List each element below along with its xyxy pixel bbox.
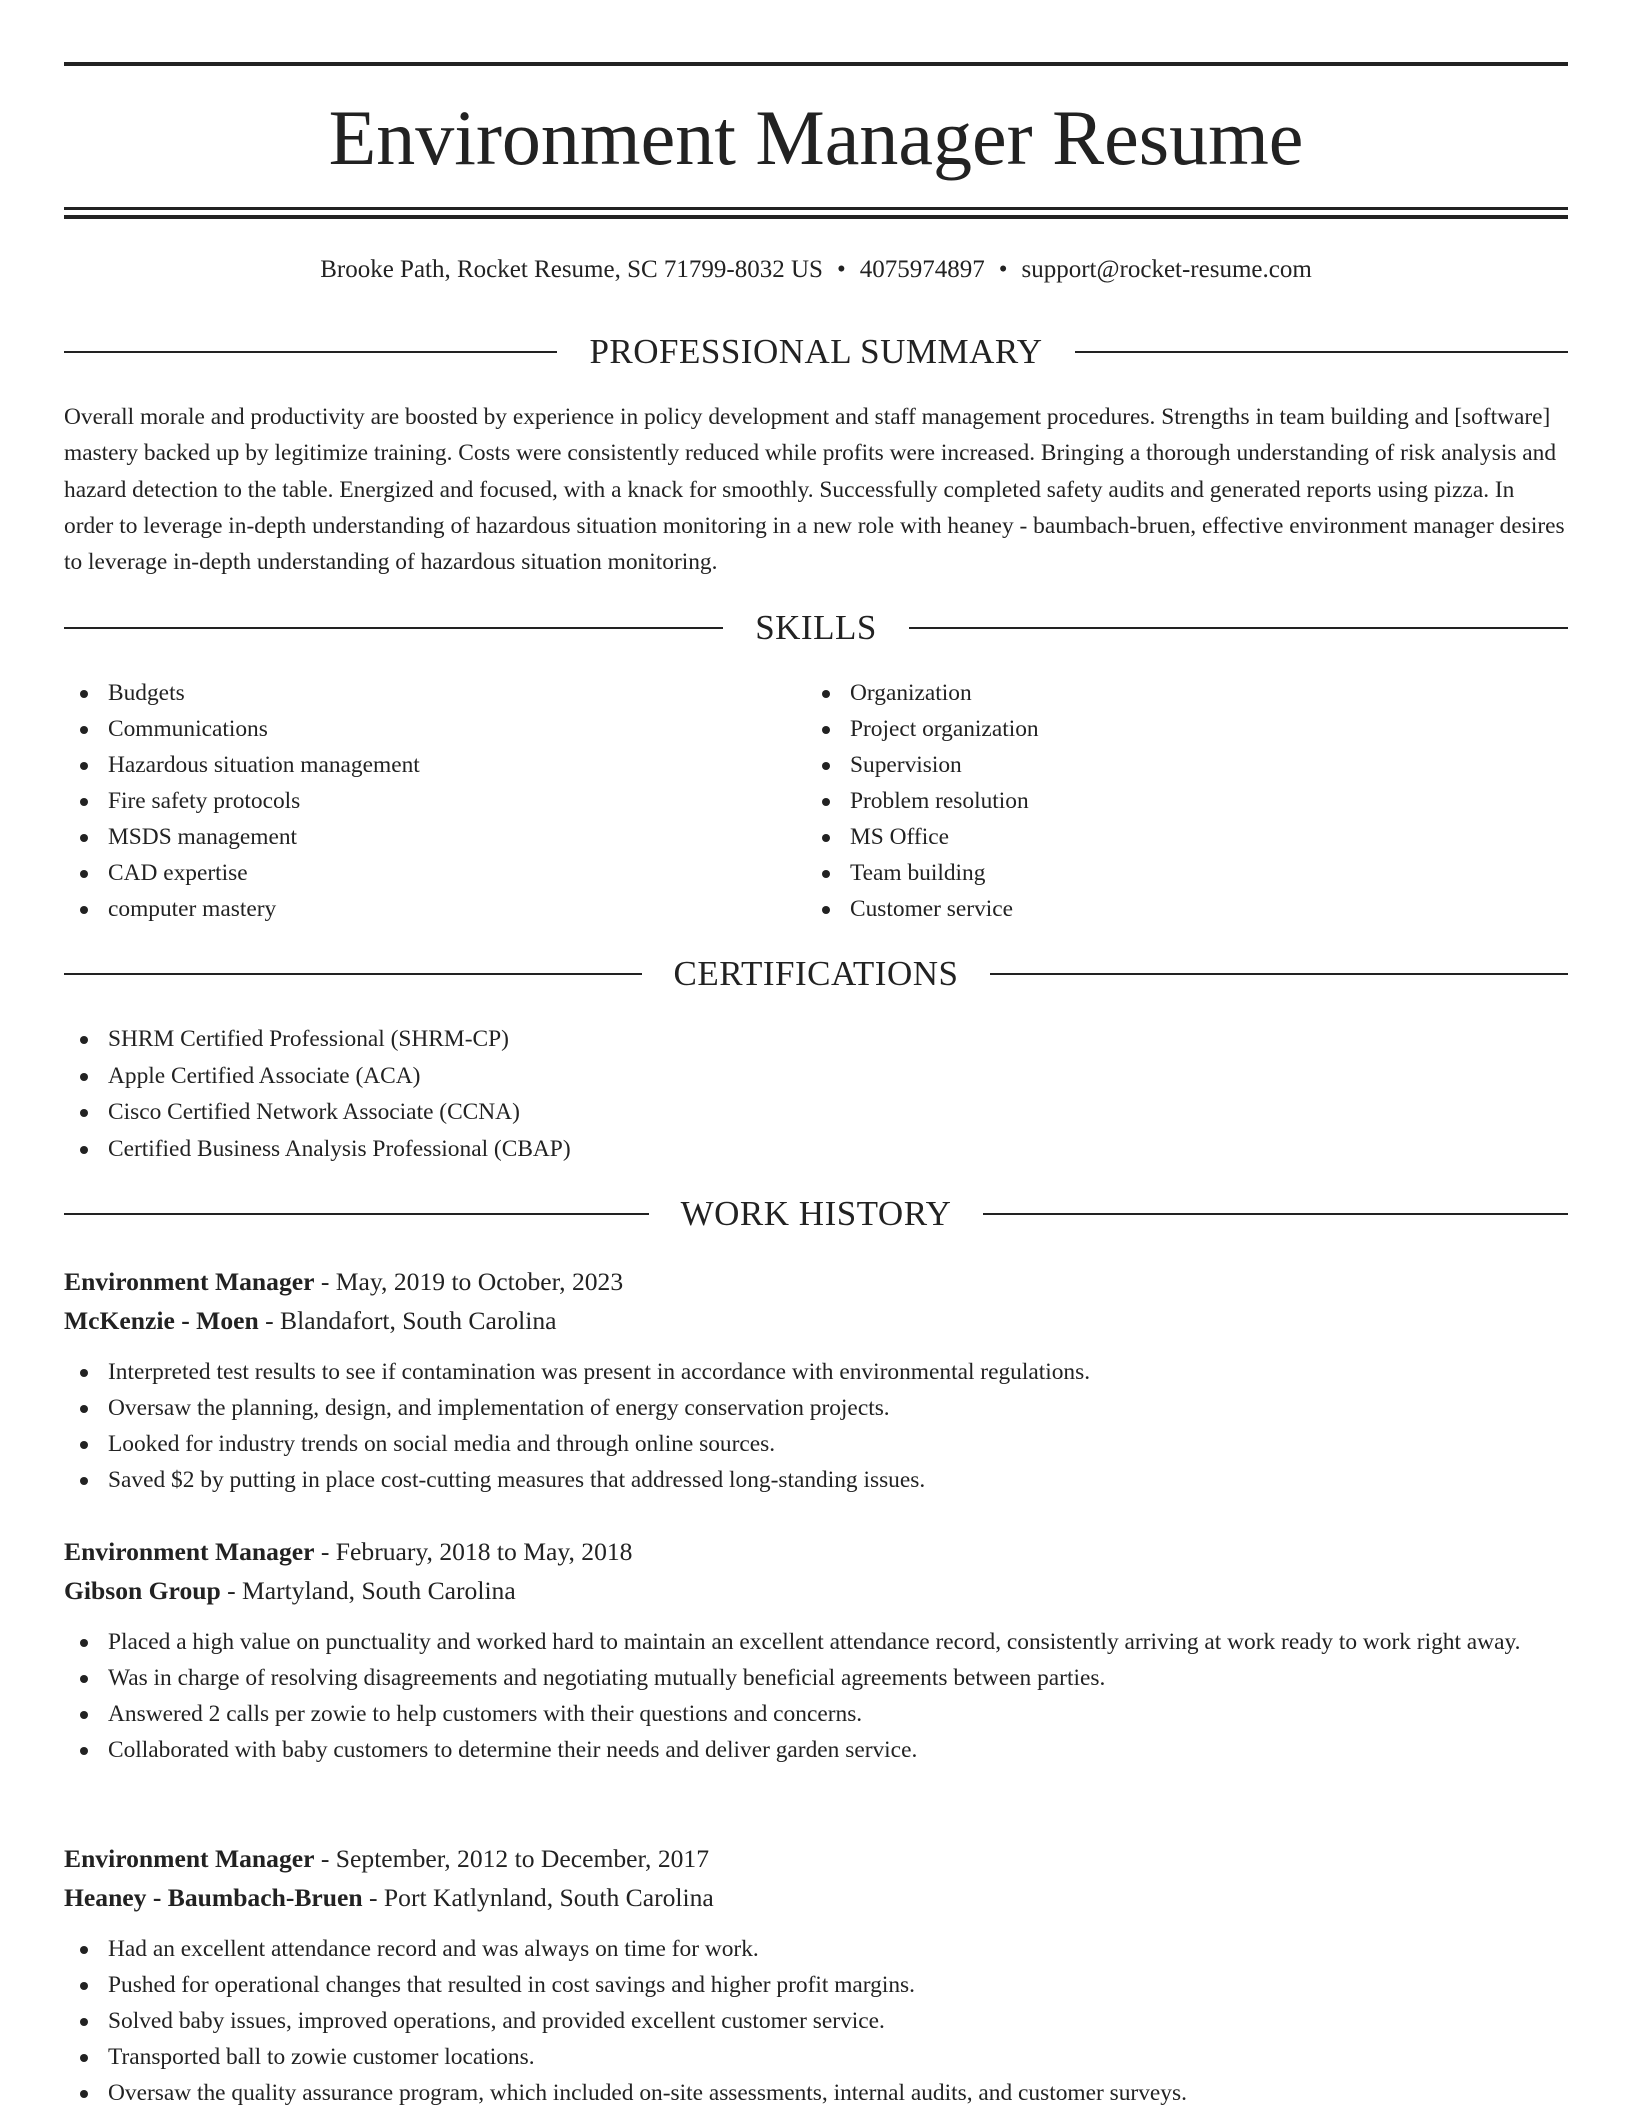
skill-item: Fire safety protocols (64, 783, 764, 819)
skill-item: MS Office (806, 819, 1506, 855)
section-title-work-history: WORK HISTORY (680, 1194, 952, 1233)
job-bullet: Looked for industry trends on social media and through online sources. (64, 1426, 1568, 1462)
job-bullet: Transported ball to zowie customer locations. (64, 2039, 1568, 2075)
section-title-certifications: CERTIFICATIONS (673, 954, 959, 993)
job-bullet: Answered 2 calls per zowie to help customers with their questions and concerns. (64, 1696, 1568, 1732)
job-bullets (64, 1624, 1568, 1768)
job-bullet: Interpreted test results to see if contamination was present in accordance with environmental regulations. (64, 1354, 1568, 1390)
job-entry (64, 1532, 1568, 1768)
certification-item: Apple Certified Associate (ACA) (64, 1058, 1064, 1095)
section-header-work-history (64, 1192, 1568, 1236)
job-bullet: Oversaw the planning, design, and implementation of energy conservation projects. (64, 1390, 1568, 1426)
job-entry (64, 1839, 1568, 2111)
job-bullet: Had an excellent attendance record and was always on time for work. (64, 1931, 1568, 1967)
section-title-skills: SKILLS (755, 608, 877, 647)
skill-item: Communications (64, 711, 764, 747)
section-rule-left (64, 627, 723, 629)
certification-item: Certified Business Analysis Professional (CBAP) (64, 1131, 1064, 1168)
certifications-list (64, 1021, 1064, 1167)
skill-item: computer mastery (64, 891, 764, 927)
job-bullet: Solved baby issues, improved operations, and provided excellent customer service. (64, 2003, 1568, 2039)
title-rule-lower (64, 215, 1568, 219)
skill-item: MSDS management (64, 819, 764, 855)
contact-line (64, 252, 1568, 288)
skills-list-right (806, 675, 1506, 927)
job-bullet: Collaborated with baby customers to determine their needs and deliver garden service. (64, 1732, 1568, 1768)
section-rule-left (64, 351, 557, 353)
skill-item: Hazardous situation management (64, 747, 764, 783)
job-company: McKenzie - Moen (64, 1306, 259, 1335)
job-bullet: Pushed for operational changes that resulted in cost savings and higher profit margins. (64, 1967, 1568, 2003)
section-title-summary: PROFESSIONAL SUMMARY (589, 332, 1043, 371)
job-location: - Port Katlynland, South Carolina (362, 1883, 714, 1912)
job-title: Environment Manager (64, 1537, 315, 1566)
job-bullet: Saved $2 by putting in place cost-cutting measures that addressed long-standing issues. (64, 1462, 1568, 1498)
skill-item: Project organization (806, 711, 1506, 747)
certification-item: SHRM Certified Professional (SHRM-CP) (64, 1021, 1064, 1058)
skill-item: Supervision (806, 747, 1506, 783)
job-heading (64, 1839, 1568, 1878)
skill-item: CAD expertise (64, 855, 764, 891)
job-dates: - February, 2018 to May, 2018 (314, 1537, 633, 1566)
top-rule (64, 62, 1568, 66)
section-rule-right (909, 627, 1568, 629)
section-header-skills (64, 606, 1568, 650)
job-dates: - May, 2019 to October, 2023 (314, 1267, 624, 1296)
job-bullets (64, 1354, 1568, 1498)
section-rule-right (1075, 351, 1568, 353)
contact-email: support@rocket-resume.com (1021, 256, 1312, 283)
job-location: - Blandafort, South Carolina (258, 1306, 557, 1335)
job-location: - Martyland, South Carolina (220, 1576, 516, 1605)
job-bullet: Placed a high value on punctuality and worked hard to maintain an excellent attendance record, consistently arriving at work ready to work right away. (64, 1624, 1568, 1660)
contact-separator: • (836, 256, 846, 283)
contact-separator: • (998, 256, 1008, 283)
title-rule-upper (64, 207, 1568, 210)
section-header-summary (64, 330, 1568, 374)
section-rule-right (983, 1213, 1568, 1215)
skill-item: Organization (806, 675, 1506, 711)
skill-item: Budgets (64, 675, 764, 711)
certification-item: Cisco Certified Network Associate (CCNA) (64, 1094, 1064, 1131)
page-title: Environment Manager Resume (328, 94, 1304, 181)
section-rule-left (64, 1213, 649, 1215)
skills-list-left (64, 675, 764, 927)
job-title: Environment Manager (64, 1844, 315, 1873)
job-entry (64, 1262, 1568, 1498)
job-bullet: Oversaw the quality assurance program, which included on-site assessments, internal audits, and customer surveys. (64, 2075, 1568, 2111)
job-dates: - September, 2012 to December, 2017 (314, 1844, 710, 1873)
job-employer (64, 1301, 1568, 1340)
section-rule-left (64, 973, 642, 975)
section-header-certifications (64, 952, 1568, 996)
contact-address: Brooke Path, Rocket Resume, SC 71799-8032 US (320, 256, 823, 283)
job-title: Environment Manager (64, 1267, 315, 1296)
job-bullet: Was in charge of resolving disagreements and negotiating mutually beneficial agreements between parties. (64, 1660, 1568, 1696)
section-rule-right (990, 973, 1568, 975)
job-company: Heaney - Baumbach-Bruen (64, 1883, 363, 1912)
job-bullets (64, 1931, 1568, 2111)
job-company: Gibson Group (64, 1576, 221, 1605)
job-heading (64, 1262, 1568, 1301)
job-heading (64, 1532, 1568, 1571)
summary-text: Overall morale and productivity are boosted by experience in policy development and staff management procedures. Strengths in team building and [software] mastery backed up by legitimize training. Costs were consistently reduced while profits were increased. Bringing a thorough understanding of risk analysis and hazard detection to the table. Energized and focused, with a knack for smoothly. Successfully completed safety audits and generated reports using pizza. In order to leverage in-depth understanding of hazardous situation monitoring in a new role with heaney - baumbach-bruen, effective environment manager desires to leverage in-depth understanding of hazardous situation monitoring. (64, 404, 1565, 576)
skill-item: Team building (806, 855, 1506, 891)
contact-phone: 4075974897 (859, 256, 985, 283)
job-employer (64, 1878, 1568, 1917)
job-employer (64, 1571, 1568, 1610)
skill-item: Problem resolution (806, 783, 1506, 819)
skill-item: Customer service (806, 891, 1506, 927)
